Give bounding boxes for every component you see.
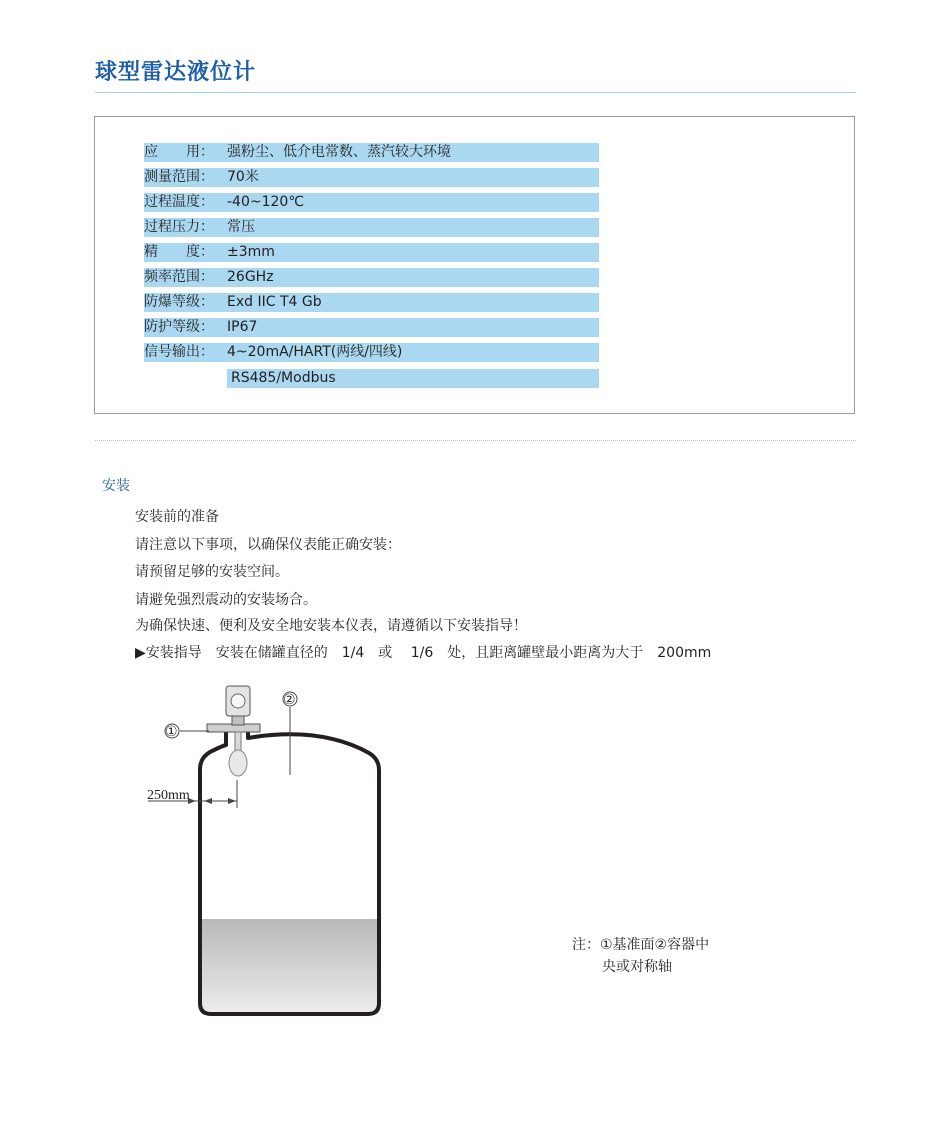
tank-liquid	[202, 919, 378, 1013]
ball-antenna-icon	[229, 750, 247, 776]
spec-label: 防爆等级：	[144, 294, 214, 310]
spec-value: 4~20mA/HART(两线/四线)	[227, 344, 403, 360]
paragraph: 请避免强烈震动的安装场合。	[135, 592, 317, 608]
spec-value: Exd IIC T4 Gb	[227, 294, 322, 310]
note-line: 央或对称轴	[602, 959, 672, 975]
instrument-neck	[232, 716, 244, 725]
paragraph: 请预留足够的安装空间。	[135, 564, 289, 580]
paragraph: 请注意以下事项，以确保仪表能正确安装：	[135, 537, 401, 553]
spec-value: 26GHz	[227, 269, 274, 285]
page-title: 球型雷达液位计	[95, 60, 257, 85]
paragraph: 安装前的准备	[135, 509, 219, 525]
arrow-left-icon	[204, 798, 212, 804]
note-line: 注：①基准面②容器中	[572, 937, 710, 953]
spec-label: 精 度：	[144, 244, 214, 260]
spec-value: 常压	[227, 219, 255, 235]
spec-value: IP67	[227, 319, 258, 335]
spec-value: RS485/Modbus	[231, 370, 336, 386]
spec-label: 过程温度：	[144, 194, 214, 210]
spec-label: 防护等级：	[144, 319, 214, 335]
spec-value: ±3mm	[227, 244, 275, 260]
spec-label: 应 用：	[144, 144, 214, 160]
spec-label: 过程压力：	[144, 219, 214, 235]
arrow-right-icon	[228, 798, 236, 804]
spec-label: 信号输出：	[144, 344, 214, 360]
spec-label: 频率范围：	[144, 269, 214, 285]
dimension-label: 250mm	[147, 788, 190, 803]
marker-label-1: ①	[165, 724, 178, 740]
section-title: 安装	[102, 478, 130, 494]
spec-value: -40~120℃	[227, 194, 305, 210]
marker-label-2: ②	[283, 692, 296, 708]
spec-value: 强粉尘、低介电常数、蒸汽较大环境	[227, 144, 451, 160]
spec-label: 测量范围：	[144, 169, 214, 185]
paragraph: 为确保快速、便利及安全地安装本仪表，请遵循以下安装指导！	[135, 618, 527, 634]
spec-value: 70米	[227, 169, 259, 185]
paragraph: ▶安装指导 安装在储罐直径的 1/4 或 1/6 处，且距离罐壁最小距离为大于 200mm	[135, 645, 712, 661]
instrument-dial-icon	[231, 694, 245, 708]
